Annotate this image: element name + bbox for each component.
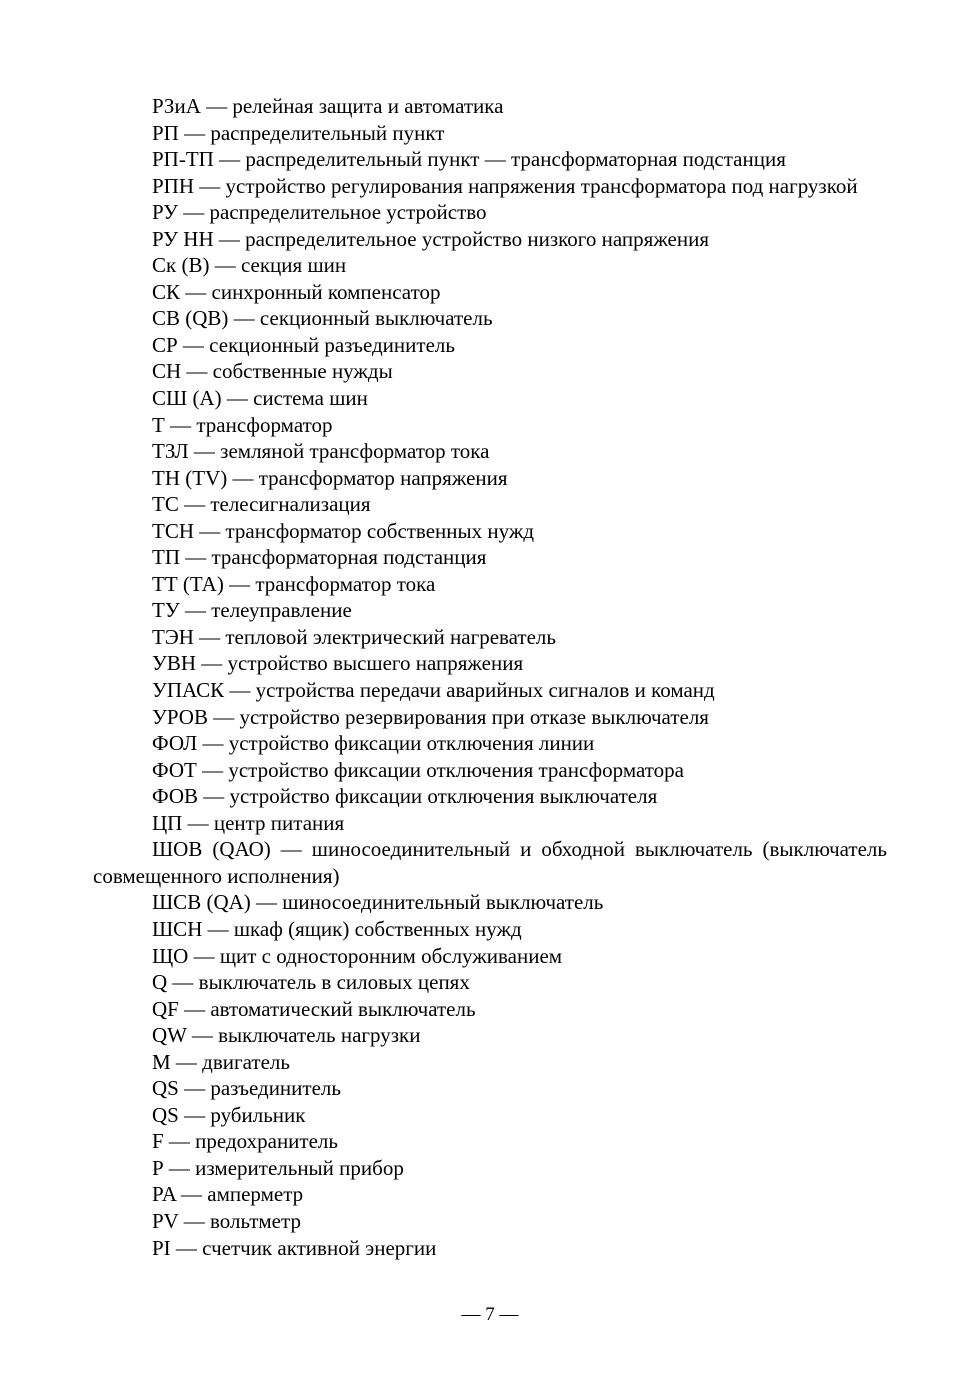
entry-fov: ФОВ — устройство фиксации отключения выключателя [152, 784, 658, 809]
entry-sv: СВ (QB) — секционный выключатель [152, 306, 493, 331]
entry-qs-switch: QS — рубильник [152, 1102, 306, 1127]
entry-ten: ТЭН — тепловой электрический нагреватель [152, 624, 556, 649]
entry-sk: СК — синхронный компенсатор [152, 279, 441, 304]
entry-ts: ТС — телесигнализация [152, 492, 371, 517]
entry-ssh: СШ (А) — система шин [152, 386, 368, 411]
entry-qs-disconnector: QS — разъединитель [152, 1076, 341, 1101]
entry-tzl: ТЗЛ — земляной трансформатор тока [152, 439, 490, 464]
entry-tt: ТТ (ТА) — трансформатор тока [152, 571, 436, 596]
entry-upask: УПАСК — устройства передачи аварийных сигналов и команд [152, 678, 715, 703]
entry-qw: QW — выключатель нагрузки [152, 1023, 421, 1048]
entry-uvn: УВН — устройство высшего напряжения [152, 651, 524, 676]
entry-qf: QF — автоматический выключатель [152, 996, 476, 1021]
entry-tu: ТУ — телеуправление [152, 598, 352, 623]
entry-fot: ФОТ — устройство фиксации отключения трансформатора [152, 757, 684, 782]
entry-rp: РП — распределительный пункт [152, 120, 445, 145]
entry-m: М — двигатель [152, 1049, 290, 1074]
entry-t: Т — трансформатор [152, 412, 333, 437]
page-number: — 7 — [461, 1304, 519, 1325]
entry-pa: PA — амперметр [152, 1182, 304, 1207]
entry-f: F — предохранитель [152, 1129, 338, 1154]
entry-shcho: ЩО — щит с односторонним обслуживанием [152, 943, 563, 968]
entry-fol: ФОЛ — устройство фиксации отключения линии [152, 731, 595, 756]
entry-pv: PV — вольтметр [152, 1208, 301, 1233]
entry-tsn: ТСН — трансформатор собственных нужд [152, 518, 535, 543]
entry-sk-b: Ск (В) — секция шин [152, 253, 347, 278]
entry-sr: СР — секционный разъединитель [152, 332, 455, 357]
entry-rp-tp: РП-ТП — распределительный пункт — трансформаторная подстанция [152, 147, 786, 172]
abbreviations-list [93, 93, 887, 1261]
entry-pi: PI — счетчик активной энергии [152, 1235, 437, 1260]
entry-shsv: ШСВ (QА) — шиносоединительный выключатель [152, 890, 604, 915]
entry-q: Q — выключатель в силовых цепях [152, 970, 470, 995]
entry-sn: СН — собственные нужды [152, 359, 393, 384]
entry-tn: ТН (TV) — трансформатор напряжения [152, 465, 508, 490]
entry-rpn: РПН — устройство регулирования напряжения трансформатора под нагрузкой [152, 173, 858, 198]
entry-ru-nn: РУ НН — распределительное устройство низкого напряжения [152, 226, 710, 251]
entry-tsp: ЦП — центр питания [152, 810, 345, 835]
entry-ru: РУ — распределительное устройство [152, 200, 487, 225]
entry-shov: ШОВ (QАО) — шиносоединительный и обходной выключатель (выключатель совмещенного исполнения) [93, 837, 887, 888]
entry-rzia: РЗиА — релейная защита и автоматика [152, 94, 504, 118]
entry-urov: УРОВ — устройство резервирования при отказе выключателя [152, 704, 709, 729]
entry-tp: ТП — трансформаторная подстанция [152, 545, 487, 570]
entry-p: Р — измерительный прибор [152, 1155, 404, 1180]
entry-shsn: ШСН — шкаф (ящик) собственных нужд [152, 916, 522, 941]
